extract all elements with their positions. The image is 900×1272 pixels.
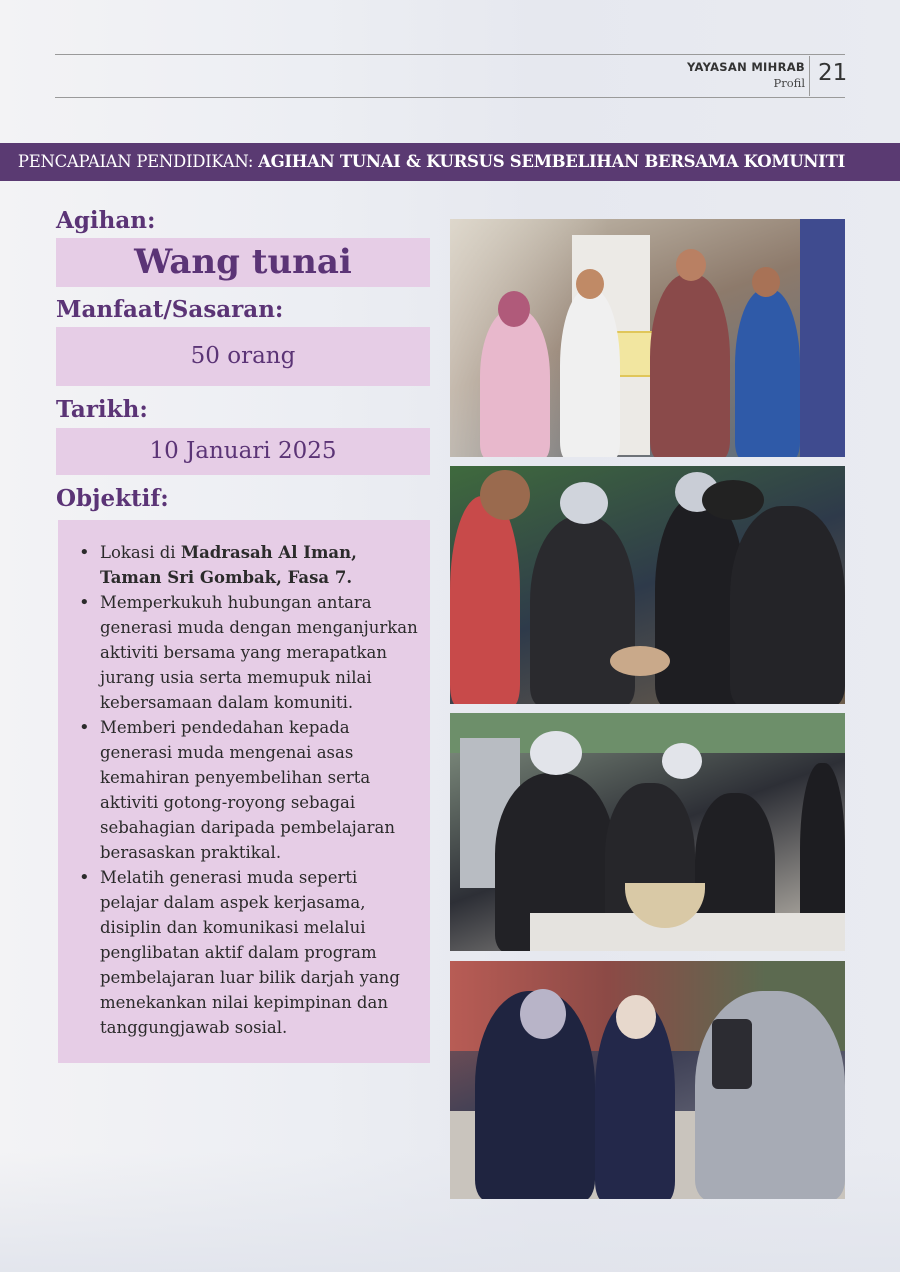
photo-cash-handover xyxy=(450,219,845,457)
header-divider xyxy=(809,56,810,96)
tarikh-value: 10 Januari 2025 xyxy=(149,438,337,464)
header-org-name: YAYASAN MIHRAB xyxy=(686,60,805,74)
banner-heading: AGIHAN TUNAI & KURSUS SEMBELIHAN BERSAMA KOMUNITI xyxy=(258,152,845,171)
objective-item xyxy=(100,540,418,590)
photo-students-tasting xyxy=(450,961,845,1199)
objectives-box xyxy=(58,520,430,1063)
poultry-shape xyxy=(610,646,670,676)
agihan-value-box xyxy=(56,238,430,287)
objective-location: Madrasah Al Iman, Taman Sri Gombak, Fasa 7. xyxy=(100,543,357,587)
manfaat-value-box xyxy=(56,327,430,386)
phone-shape xyxy=(712,1019,752,1089)
tarikh-label: Tarikh: xyxy=(56,396,148,423)
photo-slaughter-course-2 xyxy=(450,713,845,951)
header-section: Profil xyxy=(773,76,805,90)
manfaat-label: Manfaat/Sasaran: xyxy=(56,296,284,323)
banner-prefix: PENCAPAIAN PENDIDIKAN: xyxy=(17,152,254,171)
objective-item: • Melatih generasi muda seperti pelajar dalam aspek kerjasama, disiplin dan komunikasi melalui penglibatan aktif dalam program pembelajaran luar bilik darjah yang menekankan nilai kepimpinan dan tanggungjawab sosial. xyxy=(100,865,418,1040)
objectives-list xyxy=(100,540,418,1040)
objective-item: • Memperkukuh hubungan antara generasi muda dengan menganjurkan aktiviti bersama yang merapatkan jurang usia serta memupuk nilai kebersamaan dalam komuniti. xyxy=(100,590,418,715)
tarikh-value-box xyxy=(56,428,430,475)
banner-title xyxy=(18,152,845,171)
page-number: 21 xyxy=(818,60,848,86)
objective-location-prefix: Lokasi di xyxy=(100,543,181,562)
manfaat-value: 50 orang xyxy=(190,343,296,369)
objective-item: • Memberi pendedahan kepada generasi muda mengenai asas kemahiran penyembelihan serta aktiviti gotong-royong sebagai sebahagian daripada pembelajaran berasaskan praktikal. xyxy=(100,715,418,865)
header-rule-bottom xyxy=(55,97,845,98)
section-banner xyxy=(0,143,900,181)
objektif-label: Objektif: xyxy=(56,485,169,512)
agihan-value: Wang tunai xyxy=(134,242,352,282)
agihan-label: Agihan: xyxy=(56,207,156,234)
header-rule-top xyxy=(55,54,845,55)
photo-slaughter-course-1 xyxy=(450,466,845,704)
